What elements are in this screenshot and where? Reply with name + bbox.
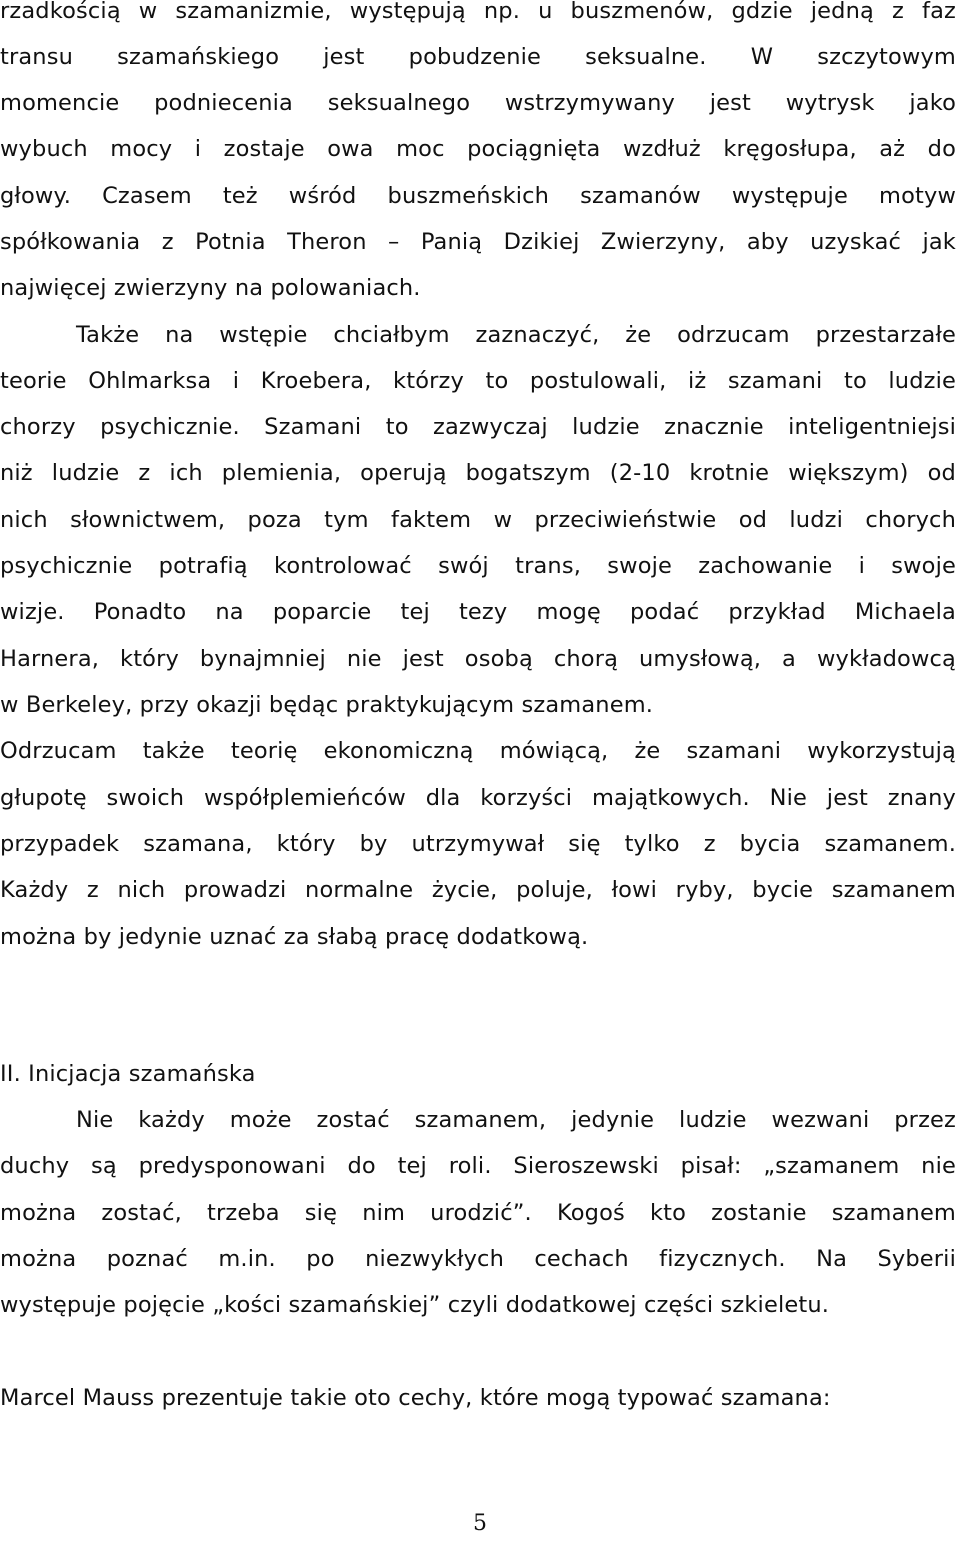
text-line: nich słownictwem, poza tym faktem w przeciwieństwie od ludzi chorych [0, 507, 956, 533]
text-line: transu szamańskiego jest pobudzenie seksualne. W szczytowym [0, 44, 956, 70]
text-line: wizje. Ponadto na poparcie tej tezy mogę podać przykład Michaela [0, 599, 956, 625]
text-line: rzadkością w szamanizmie, występują np. u buszmenów, gdzie jedną z faz [0, 0, 956, 24]
text-line: można zostać, trzeba się nim urodzić”. Kogoś kto zostanie szamanem [0, 1200, 956, 1226]
text-line: najwięcej zwierzyny na polowaniach. [0, 275, 421, 301]
text-line: Harnera, który bynajmniej nie jest osobą chorą umysłową, a wykładowcą [0, 646, 956, 672]
text-line: przypadek szamana, który by utrzymywał się tylko z bycia szamanem. [0, 831, 956, 857]
text-line: chorzy psychicznie. Szamani to zazwyczaj ludzie znacznie inteligentniejsi [0, 414, 956, 440]
text-line: psychicznie potrafią kontrolować swój trans, swoje zachowanie i swoje [0, 553, 956, 579]
paragraph-first-line: Także na wstępie chciałbym zaznaczyć, że odrzucam przestarzałe [76, 322, 956, 348]
text-line: występuje pojęcie „kości szamańskiej” czyli dodatkowej części szkieletu. [0, 1292, 830, 1318]
text-line: głupotę swoich współplemieńców dla korzyści majątkowych. Nie jest znany [0, 785, 956, 811]
text-line: niż ludzie z ich plemienia, operują bogatszym (2-10 krotnie większym) od [0, 460, 956, 486]
text-line: Odrzucam także teorię ekonomiczną mówiącą, że szamani wykorzystują [0, 738, 956, 764]
paragraph-first-line: Nie każdy może zostać szamanem, jedynie ludzie wezwani przez [76, 1107, 956, 1133]
text-line: można by jedynie uznać za słabą pracę dodatkową. [0, 924, 589, 950]
text-line: Marcel Mauss prezentuje takie oto cechy, które mogą typować szamana: [0, 1385, 831, 1411]
section-heading: II. Inicjacja szamańska [0, 1061, 256, 1087]
text-line: w Berkeley, przy okazji będąc praktykującym szamanem. [0, 692, 654, 718]
text-line: duchy są predysponowani do tej roli. Sieroszewski pisał: „szamanem nie [0, 1153, 956, 1179]
text-line: momencie podniecenia seksualnego wstrzymywany jest wytrysk jako [0, 90, 956, 116]
text-line: głowy. Czasem też wśród buszmeńskich szamanów występuje motyw [0, 183, 956, 209]
text-line: Każdy z nich prowadzi normalne życie, poluje, łowi ryby, bycie szamanem [0, 877, 956, 903]
text-line: spółkowania z Potnia Theron – Panią Dzikiej Zwierzyny, aby uzyskać jak [0, 229, 956, 255]
text-line: teorie Ohlmarksa i Kroebera, którzy to postulowali, iż szamani to ludzie [0, 368, 956, 394]
page-number: 5 [473, 1511, 487, 1536]
text-line: wybuch mocy i zostaje owa moc pociągnięta wzdłuż kręgosłupa, aż do [0, 136, 956, 162]
text-line: można poznać m.in. po niezwykłych cechach fizycznych. Na Syberii [0, 1246, 956, 1272]
